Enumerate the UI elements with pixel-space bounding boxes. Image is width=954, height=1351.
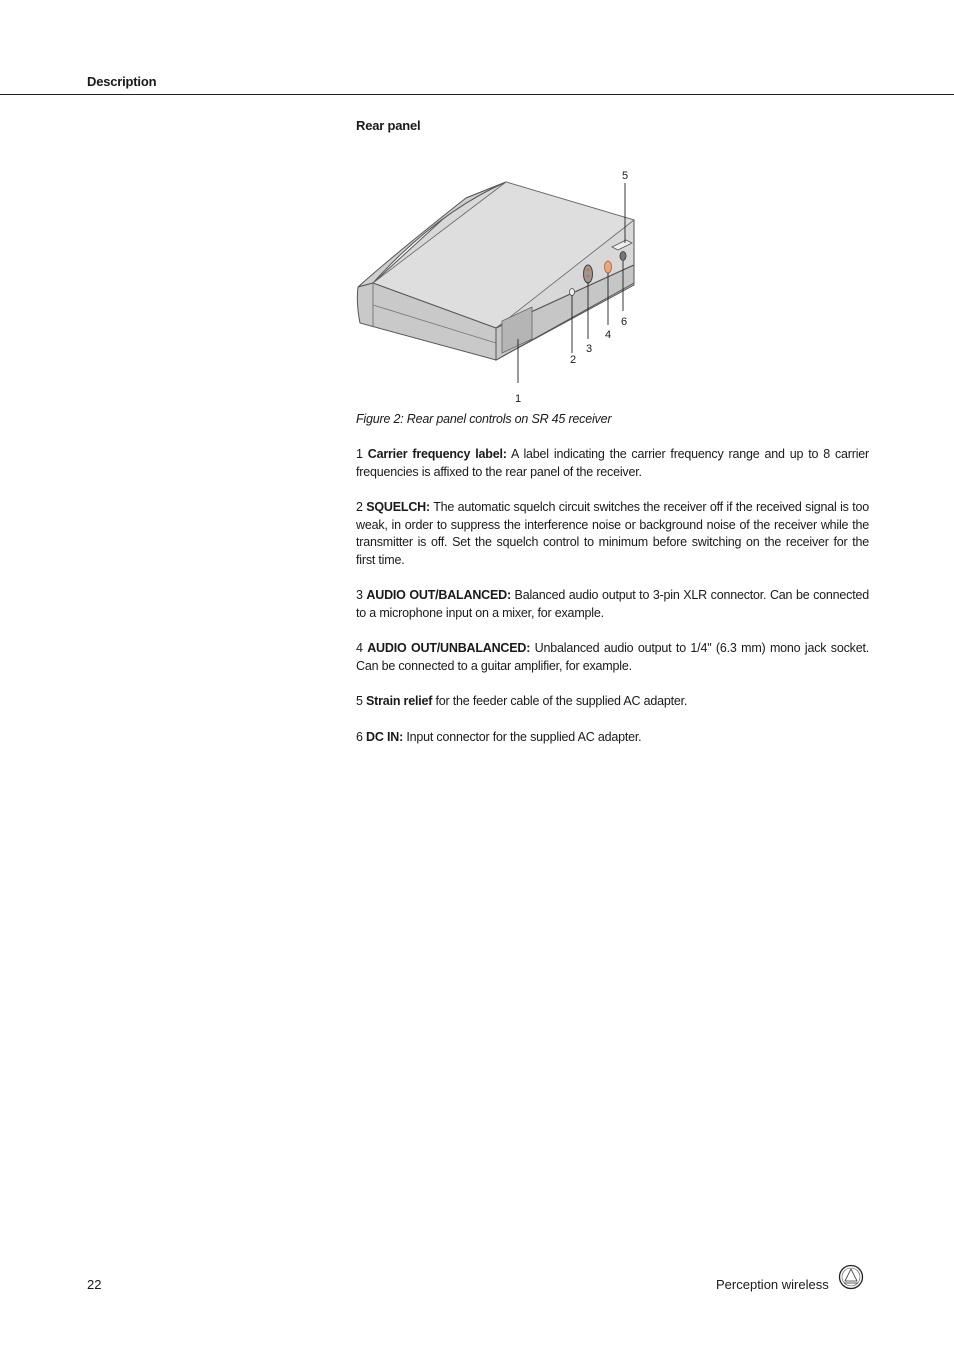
receiver-illustration	[356, 143, 656, 383]
callout-5: 5	[622, 169, 628, 182]
header-rule	[0, 94, 954, 95]
content-column	[356, 117, 869, 764]
akg-logo-icon	[838, 1264, 864, 1290]
rear-panel-heading: Rear panel	[356, 118, 421, 133]
rear-panel-figure	[356, 143, 656, 405]
figure-caption: Figure 2: Rear panel controls on SR 45 receiver	[356, 411, 612, 426]
callout-2: 2	[570, 353, 576, 366]
footer-title: Perception wireless	[716, 1277, 829, 1292]
item-strain-relief: 5 Strain relief for the feeder cable of the supplied AC adapter.	[356, 694, 688, 708]
item-carrier-frequency-label: 1 Carrier frequency label: A label indicating the carrier frequency range and up to 8 carrier frequencies is affixed to the rear panel of the receiver.	[356, 447, 869, 479]
item-audio-out-balanced: 3 AUDIO OUT/BALANCED: Balanced audio output to 3-pin XLR connector. Can be connected to a microphone input on a mixer, for example.	[356, 588, 869, 620]
item-audio-out-unbalanced: 4 AUDIO OUT/UNBALANCED: Unbalanced audio output to 1/4" (6.3 mm) mono jack socket. Can be connected to a guitar amplifier, for example.	[356, 641, 869, 673]
callout-1: 1	[515, 392, 521, 405]
callout-4: 4	[605, 328, 611, 341]
item-squelch: 2 SQUELCH: The automatic squelch circuit switches the receiver off if the received signal is too weak, in order to suppress the interference noise or background noise of the receiver while the transmitter is off. Set the squelch control to minimum before switching on the receiver for the first time.	[356, 500, 870, 567]
section-header: Description	[87, 74, 157, 89]
page-number: 22	[87, 1277, 102, 1292]
control-descriptions	[356, 446, 869, 746]
callout-3: 3	[586, 342, 592, 355]
item-dc-in: 6 DC IN: Input connector for the supplied AC adapter.	[356, 729, 642, 744]
callout-6: 6	[621, 315, 627, 328]
